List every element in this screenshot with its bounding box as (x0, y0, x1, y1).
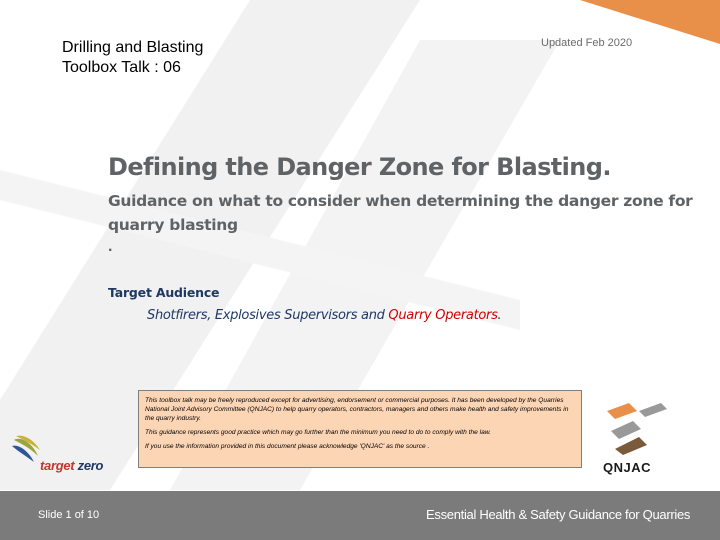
toolbox-header (62, 38, 203, 78)
header-line-1: Drilling and Blasting (62, 39, 204, 56)
audience-text-part3: . (497, 308, 502, 323)
header-line-2: Toolbox Talk : 06 (62, 59, 181, 76)
updated-date: Updated Feb 2020 (541, 37, 633, 49)
qnjac-wordmark: QNJAC (603, 460, 652, 475)
footer-title: Essential Health & Safety Guidance for Quarries (426, 507, 691, 522)
slide-number: Slide 1 of 10 (38, 509, 100, 521)
copyright-notice-box (138, 390, 582, 468)
bullet-dot: . (108, 238, 113, 255)
target-zero-wordmark (40, 458, 103, 473)
target-zero-word1: target (40, 458, 75, 473)
audience-text-part1: Shotfirers, Explosives Supervisors and (147, 308, 389, 323)
notice-paragraph-2: This guidance represents good practice which may go further than the minimum you need to do to comply with the law. (145, 429, 491, 436)
qnjac-logo-icon (607, 403, 667, 455)
notice-paragraph-3: If you use the information provided in this document please acknowledge 'QNJAC' as the source . (145, 443, 430, 450)
page-title: Defining the Danger Zone for Blasting. (108, 153, 611, 181)
target-audience-label: Target Audience (108, 285, 220, 300)
notice-paragraph-1: This toolbox talk may be freely reproduced except for advertising, endorsement or commercial purposes. It has been developed by the Quarries National Joint Advisory Committee (QNJAC) to help quarry operators, contractors, managers and others make health and safety improvements in the quarry industry. (145, 397, 569, 422)
target-zero-word2: zero (77, 458, 104, 473)
audience-highlight: Quarry Operators (388, 308, 498, 323)
page-subtitle: Guidance on what to consider when determining the danger zone for quarry blasting (108, 192, 693, 234)
target-audience-text (147, 308, 501, 323)
